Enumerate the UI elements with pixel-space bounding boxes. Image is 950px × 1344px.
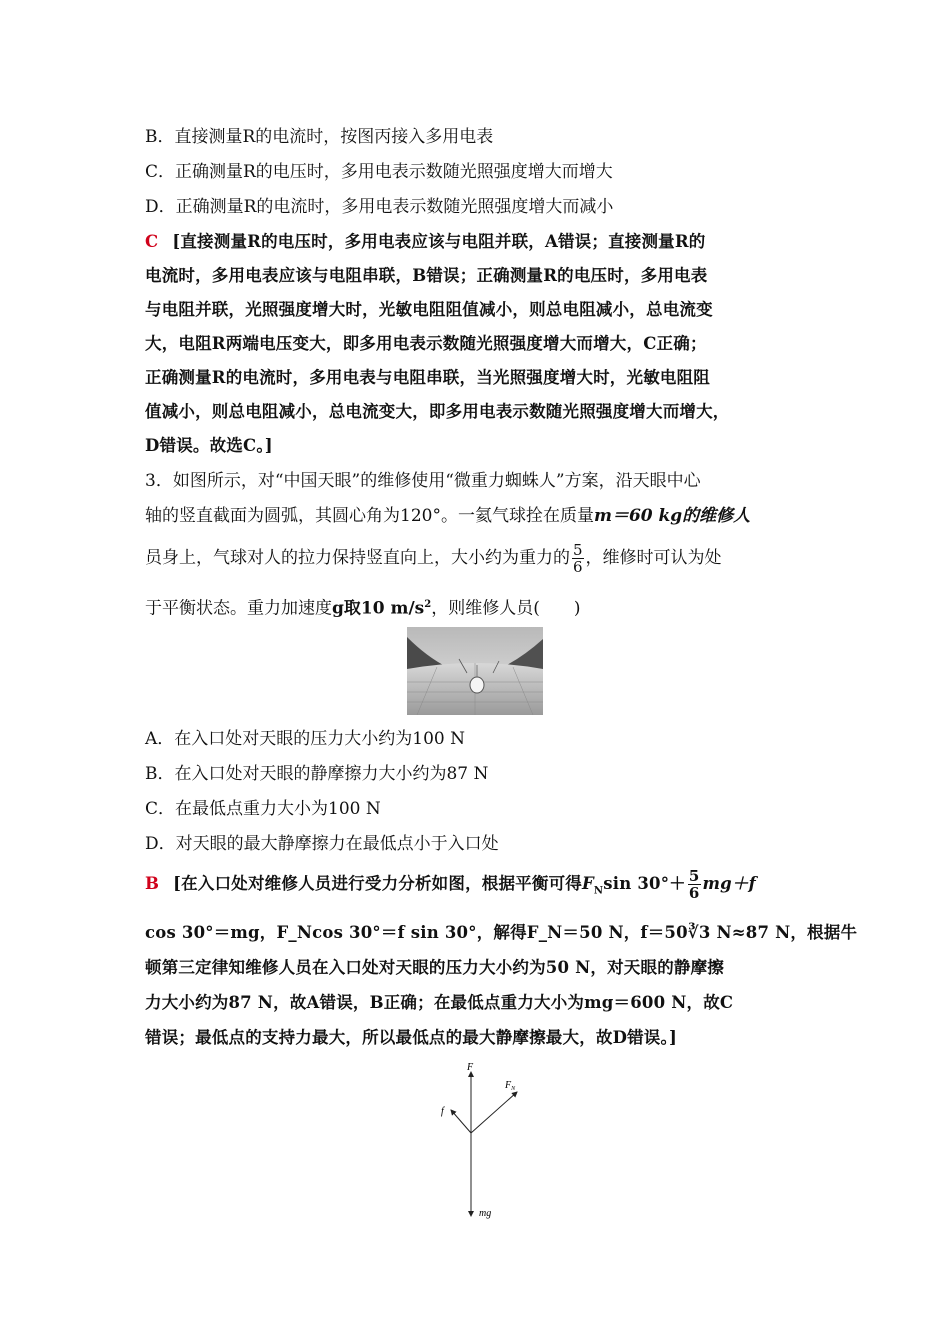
q3-option-c: C．在最低点重力大小为100 N	[145, 799, 381, 819]
q3-stem-line-2	[145, 505, 750, 527]
q3-stem-2b: m＝60 kg的维修人	[593, 506, 751, 526]
label-f-up: F	[467, 1062, 474, 1073]
q3-stem-line-4	[145, 594, 580, 620]
q3-explanation-line-1	[145, 866, 756, 909]
q3-expl-1sub: N	[593, 885, 604, 897]
q3-answer: B	[145, 874, 160, 893]
label-friction: f	[441, 1106, 444, 1117]
q3-option-b: B．在入口处对天眼的静摩擦力大小约为87 N	[145, 764, 489, 784]
q3-stem-line-3	[145, 540, 722, 576]
q3-option-a: A．在入口处对天眼的压力大小约为100 N	[145, 729, 466, 749]
option-d-prev: D．正确测量R的电流时，多用电表示数随光照强度增大而减小	[145, 197, 614, 217]
q3-explanation-line-5: 错误；最低点的支持力最大，所以最低点的最大静摩擦最大，故D错误。]	[145, 1028, 677, 1047]
fast-telescope-photo	[407, 627, 543, 715]
fraction-5-6	[572, 542, 584, 575]
q2-explanation-line-3: 与电阻并联，光照强度增大时，光敏电阻阻值减小，则总电阻减小，总电流变	[145, 300, 713, 319]
frac-num-b: 5	[688, 867, 700, 885]
q3-explanation-line-4: 力大小约为87 N，故A错误，B正确；在最低点重力大小为mg＝600 N，故C	[145, 993, 734, 1012]
q3-stem-sup: 2	[424, 599, 432, 610]
q2-expl-text-1: [直接测量R的电压时，多用电表应该与电阻并联，A错误；直接测量R的	[172, 232, 706, 251]
q3-expl-1d: mg＋f	[702, 874, 756, 893]
q3-stem-line-1: 3．如图所示，对“中国天眼”的维修使用“微重力蜘蛛人”方案，沿天眼中心	[145, 471, 701, 491]
frac-den: 6	[573, 558, 583, 576]
q3-option-d: D．对天眼的最大静摩擦力在最低点小于入口处	[145, 834, 499, 854]
q3-stem-4b: g取10 m/s	[332, 598, 425, 619]
force-fn	[471, 1092, 517, 1133]
label-mg: mg	[479, 1208, 492, 1219]
frac-num: 5	[573, 541, 583, 559]
q3-explanation-line-2: cos 30°＝mg，F_Ncos 30°＝f sin 30°，解得F_N＝50 N，f＝50∛3 N≈87 N，根据牛	[145, 923, 858, 942]
q2-explanation-line-4: 大，电阻R两端电压变大，即多用电表示数随光照强度增大而增大，C正确；	[145, 334, 707, 353]
label-fn-sub: N	[511, 1086, 516, 1092]
q3-expl-1c: sin 30°＋	[603, 874, 686, 893]
force-diagram	[425, 1058, 535, 1223]
q3-stem-2a: 轴的竖直截面为圆弧，其圆心角为120°。一氦气球拴在质量	[145, 506, 594, 526]
q3-stem-4a: 于平衡状态。重力加速度	[145, 598, 332, 619]
q2-explanation-line-5: 正确测量R的电流时，多用电表与电阻串联，当光照强度增大时，光敏电阻阻	[145, 368, 711, 387]
label-fn-main: F	[505, 1080, 512, 1091]
option-c-prev: C．正确测量R的电压时，多用电表示数随光照强度增大而增大	[145, 162, 613, 182]
q2-answer: C	[145, 232, 159, 251]
q3-expl-1b: F	[581, 874, 594, 893]
frac-den-b: 6	[688, 884, 700, 902]
q2-explanation-line-7: D错误。故选C。]	[145, 436, 273, 455]
q3-explanation-line-3: 顿第三定律知维修人员在入口处对天眼的压力大小约为50 N，对天眼的静摩擦	[145, 958, 724, 977]
q2-explanation-line-2: 电流时，多用电表应该与电阻串联，B错误；正确测量R的电压时，多用电表	[145, 266, 708, 285]
force-friction	[451, 1110, 471, 1133]
option-b-prev: B．直接测量R的电流时，按图丙接入多用电表	[145, 127, 494, 147]
q3-stem-3a: 员身上，气球对人的拉力保持竖直向上，大小约为重力的	[145, 548, 570, 568]
q3-stem-3b: ，维修时可认为处	[585, 548, 722, 568]
q2-explanation-line-1	[145, 231, 705, 253]
q3-stem-4c: ，则维修人员( )	[431, 598, 581, 619]
q2-explanation-line-6: 值减小，则总电阻减小，总电流变大，即多用电表示数随光照强度增大而增大，	[145, 402, 730, 421]
q3-expl-1a: [在入口处对维修人员进行受力分析如图，根据平衡可得	[173, 874, 582, 893]
label-fn	[504, 1080, 516, 1092]
fraction-5-6-b	[688, 868, 701, 901]
